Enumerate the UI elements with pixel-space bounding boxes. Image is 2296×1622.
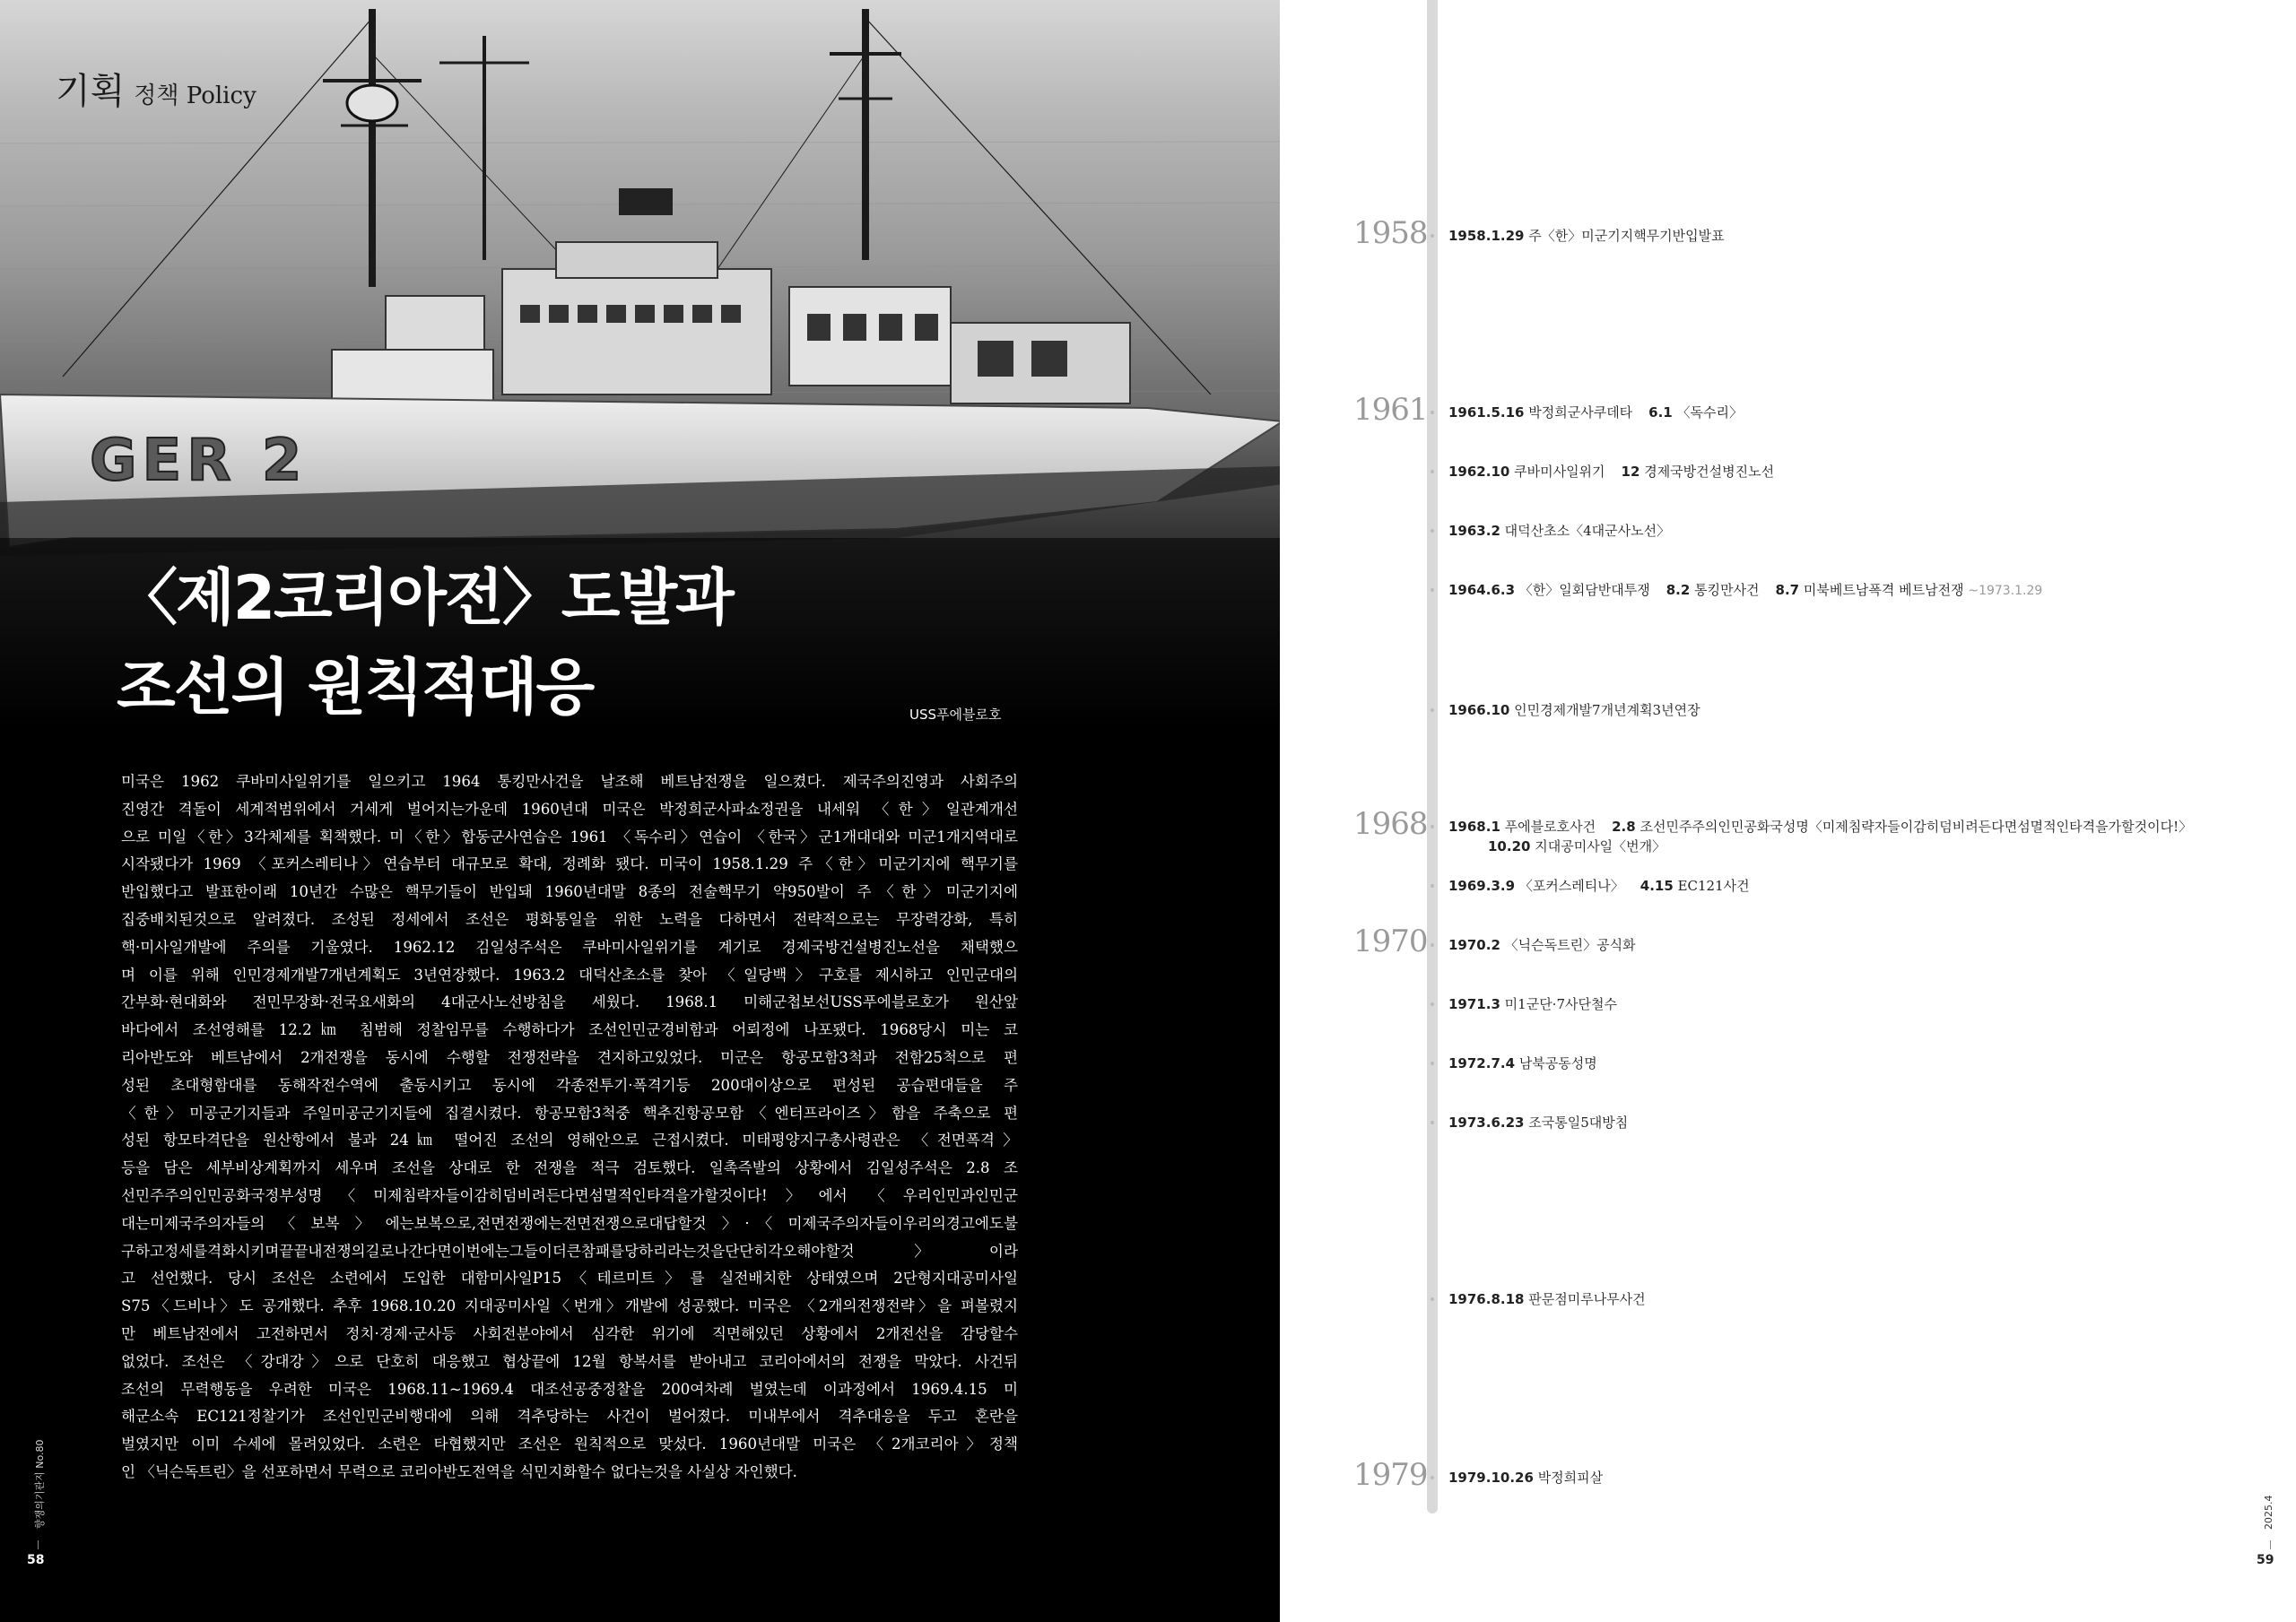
- event-date: 1962.10: [1448, 464, 1510, 480]
- page-number-left: 58: [27, 1553, 45, 1567]
- body-line: 조선의 무력행동을 우려한 미국은 1968.11~1969.4 대조선공중정찰을 200여차례 벌였는데 이과정에서 1969.4.15 미: [121, 1380, 1018, 1398]
- timeline-dot: [1431, 588, 1434, 592]
- timeline-event: [1448, 226, 1725, 245]
- body-line: 며 이를 위해 인민경제개발7개년계획도 3년연장했다. 1963.2 대덕산초소를 찾아 〈일당백〉구호를 제시하고 인민군대의: [121, 966, 1018, 984]
- body-line: 해군소속 EC121정찰기가 조선인민군비행대에 의해 격추당하는 사건이 벌어졌다. 미내부에서 격추대응을 두고 혼란을: [121, 1408, 1018, 1426]
- event-date: 6.1: [1648, 404, 1673, 421]
- timeline-dot: [1431, 529, 1434, 533]
- event-text: 〈한〉일회담반대투쟁: [1518, 582, 1650, 598]
- timeline-event: [1448, 580, 2042, 599]
- timeline-event: [1448, 935, 1636, 954]
- event-text: 미1군단·7사단철수: [1504, 996, 1617, 1012]
- footer-rule: [2270, 1540, 2271, 1549]
- event-date: 1958.1.29: [1448, 228, 1525, 244]
- event-text: 미북베트남폭격 베트남전쟁: [1803, 582, 1964, 598]
- timeline-event: [1448, 700, 1700, 719]
- section-main-label: 기획: [56, 71, 126, 112]
- timeline-year: 1979: [1353, 1457, 1428, 1493]
- body-line: 미국은 1962 쿠바미사일위기를 일으키고 1964 통킹만사건을 날조해 베트남전쟁을 일으켰다. 제국주의진영과 사회주의: [121, 773, 1018, 790]
- event-date: 1970.2: [1448, 937, 1500, 953]
- article-headline: [117, 554, 733, 733]
- timeline-year: 1970: [1353, 924, 1428, 959]
- timeline-dot: [1431, 708, 1434, 712]
- event-text: 푸에블로호사건: [1504, 819, 1596, 835]
- event-text: 남북공동성명: [1518, 1055, 1597, 1071]
- timeline-year: 1958: [1353, 215, 1428, 251]
- event-date: 1971.3: [1448, 996, 1500, 1012]
- timeline-dot: [1431, 943, 1434, 947]
- event-date: 1966.10: [1448, 702, 1510, 718]
- section-label: [56, 63, 257, 114]
- event-date: 2.8: [1612, 819, 1636, 835]
- body-line: 집중배치된것으로 알려졌다. 조성된 정세에서 조선은 평화통일을 위한 노력을 다하면서 전략적으로는 무장력강화, 특히: [121, 910, 1018, 928]
- body-line: 〈한〉미공군기지들과 주일미공군기지들에 집결시켰다. 항공모함3척중 핵추진항공모함〈엔터프라이즈〉함을 주축으로 편: [121, 1104, 1018, 1122]
- body-line: 인 〈닉슨독트린〉을 선포하면서 무력으로 코리아반도전역을 식민지화할수 없다는것을 사실상 자인했다.: [121, 1462, 797, 1480]
- hull-marking: GER 2: [90, 428, 308, 494]
- page-number-right: 59: [2257, 1553, 2274, 1567]
- event-date: 1961.5.16: [1448, 404, 1525, 421]
- event-text: 박정희군사쿠데타: [1528, 404, 1633, 421]
- event-date: 1972.7.4: [1448, 1055, 1516, 1071]
- body-line: 반입했다고 발표한이래 10년간 수많은 핵무기들이 반입돼 1960년대말 8종의 전술핵무기 약950발이 주〈한〉미군기지에: [121, 883, 1018, 901]
- body-line: 바다에서 조선영해를 12.2㎞ 침범해 정찰임무를 수행하다가 조선인민군경비함과 어뢰정에 나포됐다. 1968당시 미는 코: [121, 1021, 1018, 1039]
- event-text: 〈독수리〉: [1676, 404, 1744, 421]
- body-line: 구하고정세를격화시키며끝끝내전쟁의길로나간다면이번에는그들이더큰참패를당하리라는것을단단히각오해야할것〉이라: [121, 1242, 1018, 1260]
- event-text: 조국통일5대방침: [1528, 1115, 1629, 1131]
- svg-text:GER 2: [90, 428, 307, 494]
- event-date: 8.7: [1775, 582, 1800, 598]
- body-line: 시작됐다가 1969 〈포커스레티나〉연습부터 대규모로 확대, 정례화 됐다. 미국이 1958.1.29 주〈한〉미군기지에 핵무기를: [121, 855, 1018, 873]
- photo-caption: USS푸에블로호: [909, 707, 1002, 723]
- event-text: 박정희피살: [1537, 1470, 1604, 1486]
- event-date: 1968.1: [1448, 819, 1500, 835]
- timeline-dot: [1431, 1121, 1434, 1124]
- body-line: 성된 항모타격단을 원산항에서 불과 24㎞ 떨어진 조선의 영해안으로 근접시켰다. 미태평양지구총사령관은 〈전면폭격〉: [121, 1132, 1018, 1149]
- event-text: 인민경제개발7개년계획3년연장: [1514, 702, 1700, 718]
- event-date: 1976.8.18: [1448, 1291, 1525, 1307]
- event-date: 1964.6.3: [1448, 582, 1516, 598]
- body-line: 리아반도와 베트남에서 2개전쟁을 동시에 수행할 전쟁전략을 견지하고있었다. 미군은 항공모함3척과 전함25척으로 편: [121, 1048, 1018, 1066]
- timeline-dot: [1431, 884, 1434, 888]
- timeline-event: [1448, 521, 1670, 540]
- body-line: 성된 초대형함대를 동해작전수역에 출동시키고 동시에 각종전투기·폭격기등 200대이상으로 편성된 공습편대들을 주: [121, 1076, 1018, 1094]
- timeline-dot: [1431, 825, 1434, 828]
- section-sub-label: 정책 Policy: [134, 82, 257, 109]
- timeline-event: [1448, 462, 1774, 481]
- timeline-event: [1448, 994, 1617, 1013]
- footer-rule: [38, 1540, 39, 1549]
- event-text: 쿠바미사일위기: [1514, 464, 1605, 480]
- article-body: [121, 768, 1018, 1487]
- timeline-dot: [1431, 1476, 1434, 1479]
- body-line: 없었다. 조선은 〈강대강〉으로 단호히 대응했고 협상끝에 12월 항복서를 받아내고 코리아에서의 전쟁을 막았다. 사건뒤: [121, 1352, 1018, 1370]
- body-line: 선민주주의인민공화국정부성명〈미제침략자들이감히덤비려든다면섬멸적인타격을가할것이다!〉에서 〈우리인민과인민군: [121, 1186, 1018, 1204]
- event-date: 1979.10.26: [1448, 1470, 1534, 1486]
- timeline-event: [1448, 1054, 1597, 1072]
- timeline-year: 1968: [1353, 806, 1428, 842]
- event-text: 통킹만사건: [1694, 582, 1760, 598]
- timeline-dot: [1431, 1297, 1434, 1301]
- timeline-event: [1448, 1289, 1646, 1308]
- headline-line-2: 조선의 원칙적대응: [117, 653, 594, 724]
- event-text: 지대공미사일〈번개〉: [1535, 838, 1666, 854]
- event-date: 8.2: [1665, 582, 1691, 598]
- timeline-event: [1448, 1468, 1603, 1487]
- timeline-dot: [1431, 1062, 1434, 1065]
- event-text: 〈포커스레티나〉: [1518, 878, 1624, 894]
- event-text: 대덕산초소〈4대군사노선〉: [1504, 523, 1671, 539]
- event-date: 4.15: [1639, 878, 1674, 894]
- body-line: 등을 담은 세부비상계획까지 세우며 조선을 상대로 한 전쟁을 적극 검토했다. 일촉즉발의 상황에서 김일성주석은 2.8 조: [121, 1159, 1018, 1177]
- body-line: 고 선언했다. 당시 조선은 소련에서 도입한 대함미사일P15〈테르미트〉를 실전배치한 상태였으며 2단형지대공미사일: [121, 1270, 1018, 1288]
- right-page: [1280, 0, 2296, 1622]
- body-line: 으로 미일〈한〉3각체제를 획책했다. 미〈한〉합동군사연습은 1961 〈독수리〉연습이 〈한국〉군1개대대와 미군1개지역대로: [121, 828, 1018, 846]
- body-line: 만 베트남전에서 고전하면서 정치·경제·군사등 사회전분야에서 심각한 위기에 직면해있던 상황에서 2개전선을 감당할수: [121, 1324, 1018, 1342]
- body-line: 벌였지만 이미 수세에 몰려있었다. 소련은 타협했지만 조선은 원칙적으로 맞섰다. 1960년대말 미국은 〈2개코리아〉정책: [121, 1436, 1018, 1453]
- event-date: 1963.2: [1448, 523, 1500, 539]
- body-line: 간부화·현대화와 전민무장화·전국요새화의 4대군사노선방침을 세웠다. 1968.1 미해군첩보선USS푸에블로호가 원산앞: [121, 993, 1018, 1011]
- event-text: 주〈한〉미군기지핵무기반입발표: [1528, 228, 1725, 244]
- event-date: 1973.6.23: [1448, 1115, 1525, 1131]
- event-date: 12: [1621, 464, 1640, 480]
- event-text: 경제국방건설병진노선: [1644, 464, 1775, 480]
- event-text: 조선민주주의인민공화국성명〈미제침략자들이감히덤비려든다면섬멸적인타격을가할것이다!〉: [1639, 819, 2193, 835]
- timeline-event: [1448, 1113, 1628, 1132]
- journal-name: 향쟁의기관지 No.80: [34, 1439, 46, 1529]
- timeline-event: [1488, 837, 1665, 855]
- body-line: 핵·미사일개발에 주의를 기울였다. 1962.12 김일성주석은 쿠바미사일위기를 계기로 경제국방건설병진노선을 채택했으: [121, 938, 1018, 956]
- timeline-event: [1448, 876, 1750, 895]
- timeline-dot: [1431, 234, 1434, 238]
- event-date: 10.20: [1488, 838, 1531, 854]
- timeline-year: 1961: [1353, 392, 1428, 428]
- timeline-dot: [1431, 411, 1434, 414]
- event-tail: ~1973.1.29: [1968, 584, 2043, 598]
- event-text: EC121사건: [1677, 878, 1750, 894]
- body-line: 진영간 격돌이 세계적범위에서 거세게 벌어지는가운데 1960년대 미국은 박정희군사파쇼정권을 내세워 〈한〉일관계개선: [121, 800, 1018, 818]
- headline-line-1: 〈제2코리아전〉도발과: [117, 563, 733, 634]
- body-line: S75〈드비나〉도 공개했다. 추후 1968.10.20 지대공미사일〈번개〉개발에 성공했다. 미국은 〈2개의전쟁전략〉을 펴볼렸지: [121, 1297, 1018, 1315]
- timeline-dot: [1431, 470, 1434, 473]
- body-line: 대는미제국주의자들의〈보복〉에는보복으로,전면전쟁에는전면전쟁으로대답할것〉·〈미제국주의자들이우리의경고에도불: [121, 1214, 1018, 1232]
- event-date: 1969.3.9: [1448, 878, 1516, 894]
- event-text: 판문점미루나무사건: [1528, 1291, 1646, 1307]
- timeline-dot: [1431, 1002, 1434, 1006]
- issue-date: 2025.4: [2263, 1495, 2274, 1530]
- event-text: 〈닉슨독트린〉공식화: [1504, 937, 1636, 953]
- timeline-event: [1448, 817, 2192, 836]
- timeline-event: [1448, 403, 1743, 421]
